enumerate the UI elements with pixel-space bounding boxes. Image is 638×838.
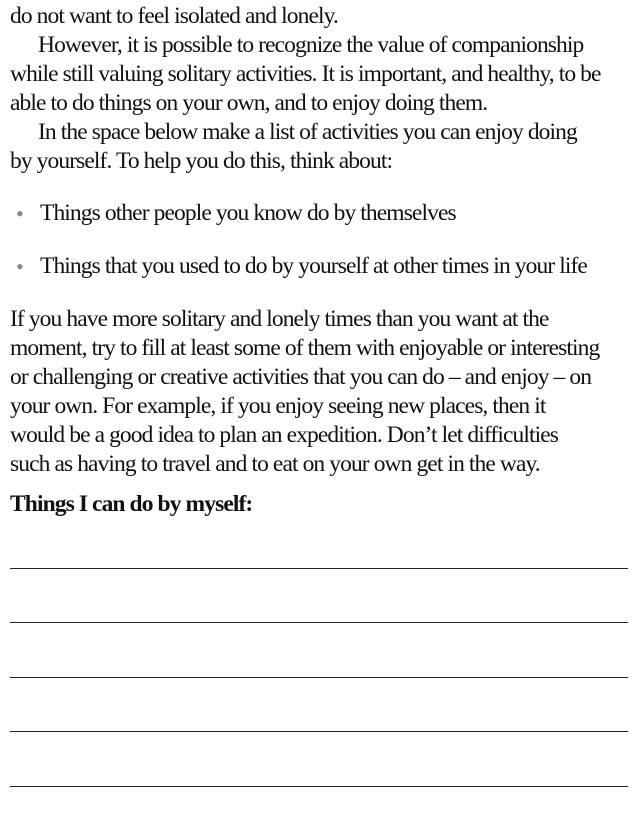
intro-line-continuation: do not want to feel isolated and lonely.: [10, 3, 338, 29]
writing-line-2[interactable]: [10, 622, 628, 623]
body-line-4: your own. For example, if you enjoy seeing new places, then it: [10, 393, 546, 419]
list-item: [10, 199, 456, 228]
body-line-2: moment, try to fill at least some of them with enjoyable or interesting: [10, 335, 600, 361]
list-heading: Things I can do by myself:: [10, 491, 253, 517]
body-line-5: would be a good idea to plan an expedition. Don’t let difficulties: [10, 422, 558, 448]
para3-line-1: In the space below make a list of activities you can enjoy doing: [38, 119, 577, 145]
para2-line-1: However, it is possible to recognize the value of companionship: [38, 32, 584, 58]
writing-line-5[interactable]: [10, 786, 628, 787]
writing-line-3[interactable]: [10, 677, 628, 678]
body-line-6: such as having to travel and to eat on your own get in the way.: [10, 451, 540, 477]
writing-line-4[interactable]: [10, 731, 628, 732]
para2-line-3: able to do things on your own, and to enjoy doing them.: [10, 90, 488, 116]
list-item-text: Things that you used to do by yourself at other times in your life: [40, 253, 587, 279]
bullet-icon: •: [16, 201, 23, 226]
body-line-1: If you have more solitary and lonely times than you want at the: [10, 306, 549, 332]
para2-line-2: while still valuing solitary activities. It is important, and healthy, to be: [10, 61, 601, 87]
list-item-text: Things other people you know do by themselves: [40, 200, 456, 226]
list-item: [10, 252, 587, 281]
body-line-3: or challenging or creative activities that you can do – and enjoy – on: [10, 364, 592, 390]
bullet-icon: •: [16, 254, 23, 279]
writing-line-1[interactable]: [10, 568, 628, 569]
para3-line-2: by yourself. To help you do this, think about:: [10, 148, 393, 174]
